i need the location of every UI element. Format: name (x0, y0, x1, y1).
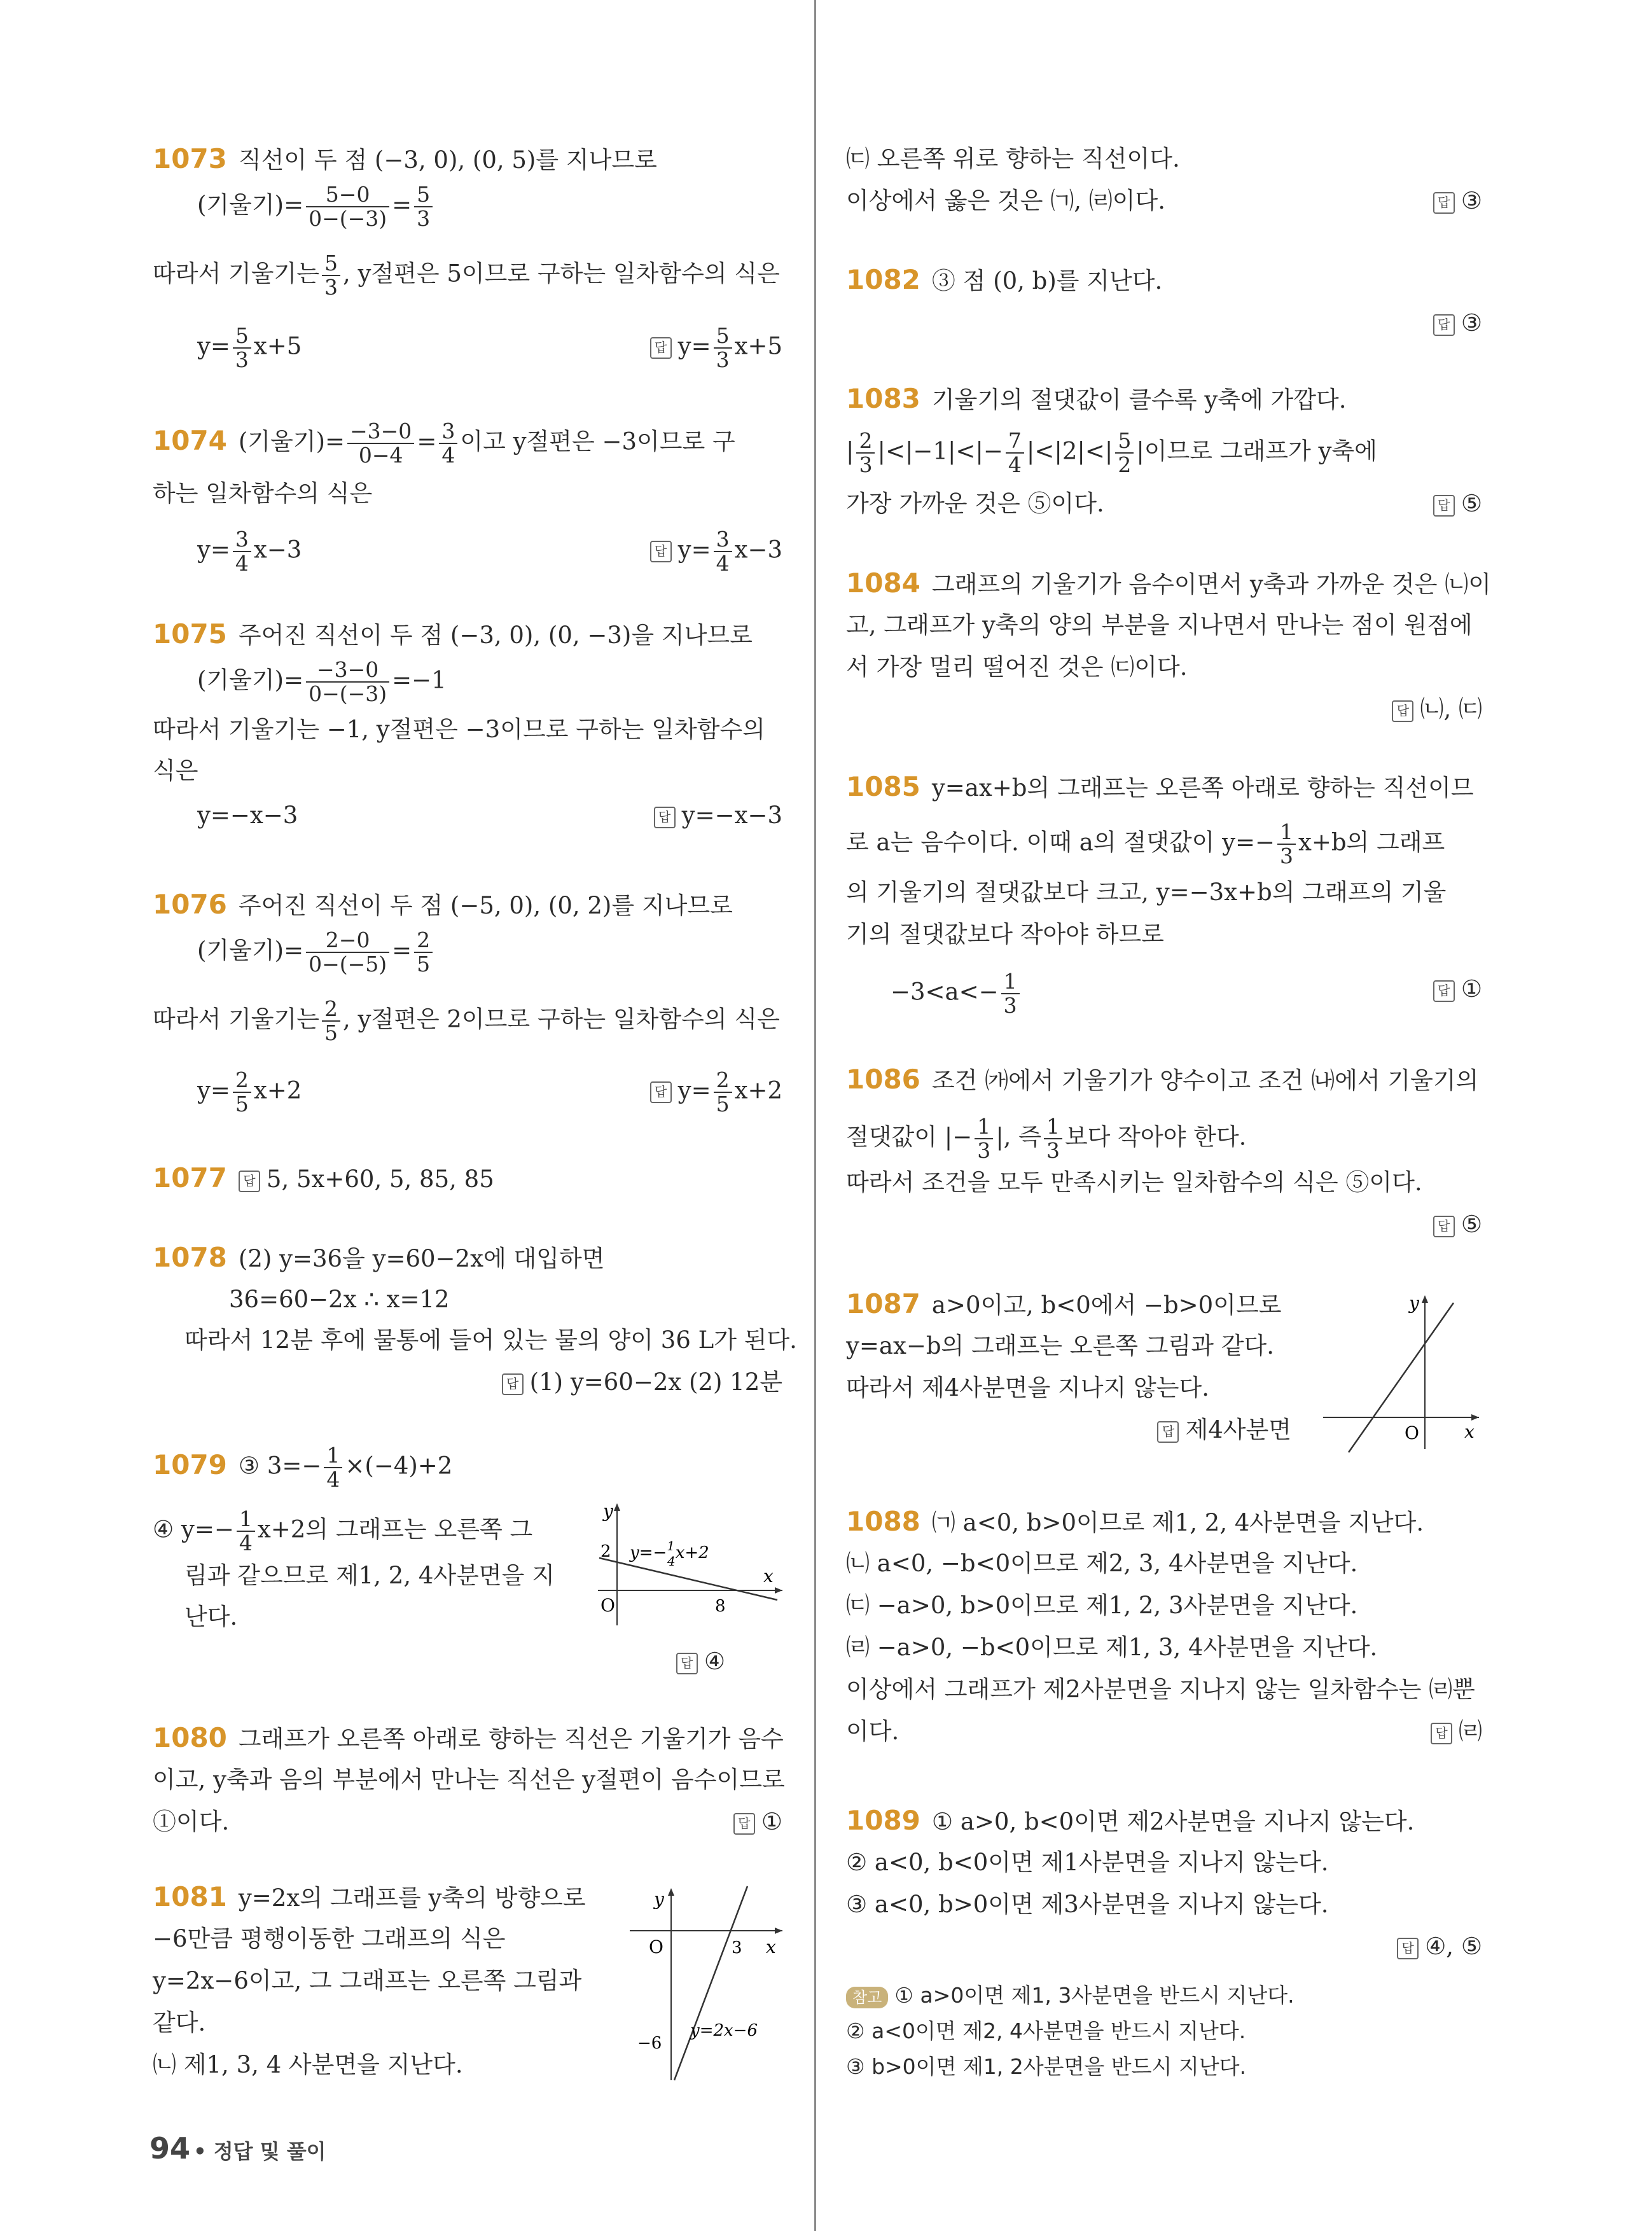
problem-number: 1081 (153, 1881, 227, 1912)
text: (기울기)= (197, 191, 304, 219)
answer-icon: 답 (1433, 1216, 1455, 1237)
text: 의 기울기의 절댓값보다 크고, y=−3x+b의 그래프의 기울 (846, 879, 1447, 906)
text: = (392, 191, 412, 219)
text: ㈃ −a>0, −b<0이므로 제1, 3, 4사분면을 지난다. (846, 1634, 1378, 1661)
fraction: $\frac{3}{4}$ (233, 528, 251, 575)
answer-icon: 답 (1433, 495, 1455, 517)
intercept-label: 2 (600, 1542, 611, 1561)
text: ㈁ a<0, −b<0이므로 제2, 3, 4사분면을 지난다. (846, 1550, 1358, 1577)
text: 기울기의 절댓값이 클수록 y축에 가깝다. (931, 386, 1347, 414)
text: 같다. (153, 2009, 206, 2036)
arrow-icon (1422, 1295, 1428, 1303)
text: 난다. (184, 1603, 238, 1630)
text: 하는 일차함수의 식은 (153, 480, 373, 507)
fraction: $\frac{-3-0}{0-4}$ (347, 420, 414, 467)
answer-icon: 답 (650, 541, 672, 562)
text: a>0이고, b<0에서 −b>0이므로 (931, 1291, 1282, 1319)
text: ① a>0이면 제1, 3사분면을 반드시 지난다. (894, 1983, 1295, 2008)
fraction: $\frac{3}{4}$ (439, 420, 457, 467)
graph-1079 (592, 1498, 782, 1632)
text: ①이다. (153, 1808, 230, 1835)
text: x+5 (253, 332, 302, 360)
text: 따라서 제4사분면을 지나지 않는다. (846, 1374, 1209, 1401)
graph-label: y=2x−6 (690, 2021, 758, 2040)
origin-label: O (1405, 1422, 1419, 1443)
text: 서 가장 멀리 떨어진 것은 ㈂이다. (846, 653, 1188, 681)
answer: 답 ① (733, 1808, 782, 1836)
fraction: $\frac{1}{3}$ (1277, 821, 1296, 868)
answer-icon: 답 (733, 1813, 755, 1835)
answer: 답 y= $\frac{2}{5}$ x+2 (650, 1069, 782, 1116)
text: 36=60−2x ∴ x=12 (229, 1286, 450, 1313)
answer: 답 y=−x−3 (654, 802, 782, 830)
graph-1081 (630, 1883, 782, 2087)
answer: 답 (1) y=60−2x (2) 12분 (502, 1368, 782, 1396)
origin-label: O (649, 1936, 663, 1957)
text: y=ax−b의 그래프는 오른쪽 그림과 같다. (846, 1332, 1274, 1359)
intercept-label: −6 (637, 2034, 662, 2053)
arrow-icon (668, 1888, 674, 1896)
text: 5, 5x+60, 5, 85, 85 (266, 1165, 494, 1193)
text: 주어진 직선이 두 점 (−3, 0), (0, −3)을 지나므로 (238, 622, 753, 649)
text: 조건 ㈎에서 기울기가 양수이고 조건 ㈏에서 기울기의 (931, 1067, 1479, 1094)
text: , y절편은 2이므로 구하는 일차함수의 식은 (342, 1005, 780, 1033)
answer-icon: 답 (676, 1653, 698, 1674)
problem-number: 1083 (846, 383, 920, 414)
text: ㈀ a<0, b>0이므로 제1, 2, 4사분면을 지난다. (931, 1509, 1424, 1536)
text: y=−x−3 (197, 802, 298, 829)
intercept-label: 3 (732, 1938, 742, 1957)
arrow-icon (1471, 1414, 1479, 1421)
problem-number: 1088 (846, 1506, 920, 1537)
text: y= (197, 332, 230, 360)
text: 따라서 기울기는 −1, y절편은 −3이므로 구하는 일차함수의 (153, 716, 765, 743)
column-divider (814, 0, 816, 2231)
text: y=ax+b의 그래프는 오른쪽 아래로 향하는 직선이므 (931, 774, 1474, 802)
arrow-icon (775, 1587, 782, 1594)
fraction: $\frac{2}{5}$ (233, 1069, 251, 1116)
fraction: $\frac{1}{3}$ (1001, 970, 1020, 1017)
text: −6만큼 평행이동한 그래프의 식은 (153, 1925, 506, 1952)
answer: 답 제4사분면 (1157, 1416, 1291, 1444)
answer-icon: 답 (650, 1081, 672, 1103)
graph-label: y=−$^1$ 4x+2 (630, 1538, 709, 1569)
answer: 답 ① (1433, 975, 1482, 1003)
answer-icon: 답 (1433, 980, 1455, 1002)
fraction: $\frac{2}{5}$ (322, 997, 340, 1045)
answer: 답 y= $\frac{3}{4}$ x−3 (650, 528, 782, 575)
text: 주어진 직선이 두 점 (−5, 0), (0, 2)를 지나므로 (238, 892, 733, 919)
text: 그래프가 오른쪽 아래로 향하는 직선은 기울기가 음수 (238, 1725, 784, 1753)
text: ② a<0, b<0이면 제1사분면을 지나지 않는다. (846, 1849, 1329, 1876)
axis-label: x (763, 1566, 774, 1587)
fraction: $\frac{7}{4}$ (1006, 429, 1024, 476)
intercept-label: 8 (715, 1597, 726, 1616)
text: 림과 같으므로 제1, 2, 4사분면을 지 (184, 1562, 555, 1589)
text: ㈂ 오른쪽 위로 향하는 직선이다. (846, 145, 1180, 172)
text: 고, 그래프가 y축의 양의 부분을 지나면서 만나는 점이 원점에 (846, 611, 1473, 639)
answer-icon: 답 (1397, 1938, 1419, 1959)
text: 그래프의 기울기가 음수이면서 y축과 가까운 것은 ㈁이 (931, 571, 1491, 598)
problem-number: 1085 (846, 771, 920, 802)
answer: 답 ③ (1433, 309, 1482, 337)
graph-line (599, 1558, 777, 1600)
text: 식은 (153, 757, 198, 784)
text: 따라서 기울기는 (153, 260, 319, 288)
fraction: $\frac{2}{5}$ (414, 929, 433, 976)
answer-icon: 답 (502, 1373, 524, 1395)
answer-icon: 답 (1433, 314, 1455, 336)
fraction: $\frac{2-0}{0-(-5)}$ (306, 929, 389, 976)
axis-label: y (603, 1501, 613, 1522)
text: 이고, y축과 음의 부분에서 만나는 직선은 y절편이 음수이므로 (153, 1766, 785, 1793)
text: 이고 y절편은 −3이므로 구 (460, 427, 735, 455)
graph-1087 (1323, 1290, 1482, 1456)
answer: 답 ④ (676, 1648, 725, 1676)
text: 이다. (846, 1718, 899, 1745)
problem-number: 1078 (153, 1242, 227, 1273)
answer-icon: 답 (1392, 700, 1413, 722)
problem-number: 1087 (846, 1288, 920, 1319)
answer-icon: 답 (650, 337, 672, 359)
axis-label: y (654, 1889, 664, 1910)
text: x+2의 그래프는 오른쪽 그 (257, 1515, 533, 1543)
answer-icon: 답 (239, 1171, 260, 1192)
answer: 답 ④, ⑤ (1397, 1933, 1482, 1961)
text: (기울기)= (238, 427, 345, 455)
problem-number: 1073 (153, 143, 227, 174)
text: y=2x−6이고, 그 그래프는 오른쪽 그림과 (153, 1967, 582, 1994)
fraction: $\frac{5-0}{0-(-3)}$ (306, 183, 389, 230)
text: ③ a<0, b>0이면 제3사분면을 지나지 않는다. (846, 1891, 1329, 1918)
problem-number: 1086 (846, 1064, 920, 1095)
text: 직선이 두 점 (−3, 0), (0, 5)를 지나므로 (238, 146, 657, 174)
answer-icon: 답 (654, 807, 676, 828)
graph-line (1349, 1303, 1454, 1452)
text: 로 a는 음수이다. 이때 a의 절댓값이 y=− (846, 828, 1275, 856)
answer-icon: 답 (1431, 1723, 1452, 1744)
arrow-icon (775, 1928, 782, 1934)
page-number: 94 (149, 2131, 191, 2165)
text: (2) y=36을 y=60−2x에 대입하면 (238, 1245, 605, 1272)
arrow-icon (614, 1503, 620, 1511)
answer: 답 ⑤ (1433, 490, 1482, 518)
text: y=2x의 그래프를 y축의 방향으로 (238, 1884, 586, 1912)
footer-separator: • (193, 2139, 214, 2164)
text: 따라서 12분 후에 물통에 들어 있는 물의 양이 36 L가 된다. (184, 1326, 797, 1354)
text: 가장 가까운 것은 ⑤이다. (846, 490, 1104, 517)
text: ① a>0, b<0이면 제2사분면을 지나지 않는다. (931, 1808, 1415, 1835)
answer: 답 ㈃ (1431, 1718, 1482, 1746)
note-tag: 참고 (846, 1987, 888, 2008)
fraction: $\frac{5}{3}$ (322, 252, 340, 299)
page-footer (149, 2131, 326, 2165)
text: ㈂ −a>0, b>0이므로 제1, 2, 3사분면을 지난다. (846, 1592, 1358, 1619)
text: x+b의 그래프 (1298, 828, 1445, 856)
axis-label: x (766, 1936, 776, 1957)
fraction: $\frac{1}{3}$ (1044, 1115, 1062, 1162)
answer-icon: 답 (1433, 192, 1455, 214)
text: , y절편은 5이므로 구하는 일차함수의 식은 (342, 260, 780, 288)
fraction: $\frac{5}{2}$ (1115, 429, 1134, 476)
fraction: $\frac{2}{3}$ (856, 429, 875, 476)
axis-label: x (1464, 1421, 1475, 1442)
problem-number: 1079 (153, 1449, 227, 1480)
fraction: $\frac{1}{3}$ (975, 1115, 993, 1162)
fraction: $\frac{5}{3}$ (414, 183, 433, 230)
problem-number: 1089 (846, 1805, 920, 1836)
fraction: $\frac{1}{4}$ (324, 1444, 342, 1491)
text: 이므로 그래프가 y축에 (1144, 437, 1377, 465)
graph-line (674, 1886, 747, 2080)
problem-number: 1075 (153, 618, 227, 650)
origin-label: O (600, 1595, 615, 1616)
text: 이상에서 그래프가 제2사분면을 지나지 않는 일차함수는 ㈃뿐 (846, 1676, 1475, 1703)
answer-icon: 답 (1157, 1421, 1179, 1443)
text: 기의 절댓값보다 작아야 하므로 (846, 921, 1164, 948)
text: ㈁ 제1, 3, 4 사분면을 지난다. (153, 2051, 463, 2078)
answer: 답 ㈁, ㈂ (1392, 695, 1482, 723)
text: 따라서 조건을 모두 만족시키는 일차함수의 식은 ⑤이다. (846, 1169, 1422, 1196)
footer-label: 정답 및 풀이 (213, 2139, 326, 2164)
text: ③ b>0이면 제1, 2사분면을 반드시 지난다. (846, 2054, 1247, 2079)
fraction: $\frac{5}{3}$ (233, 324, 251, 372)
fraction: $\frac{1}{4}$ (237, 1508, 255, 1555)
answer: 답 ⑤ (1433, 1211, 1482, 1239)
problem-number: 1076 (153, 889, 227, 920)
answer: 답 y= $\frac{5}{3}$ x+5 (650, 324, 782, 372)
text: ② a<0이면 제2, 4사분면을 반드시 지난다. (846, 2019, 1246, 2043)
answer: 답 ③ (1433, 187, 1482, 215)
axis-label: y (1409, 1293, 1419, 1314)
problem-number: 1077 (153, 1162, 227, 1193)
problem-number: 1074 (153, 424, 227, 456)
text: 이상에서 옳은 것은 ㈀, ㈃이다. (846, 187, 1165, 214)
text: ③ 점 (0, b)를 지난다. (931, 267, 1163, 295)
text: 보다 작아야 한다. (1064, 1123, 1247, 1151)
problem-number: 1084 (846, 567, 920, 599)
fraction: $\frac{-3-0}{0-(-3)}$ (306, 658, 389, 705)
problem-number: 1082 (846, 264, 920, 295)
problem-number: 1080 (153, 1722, 227, 1753)
